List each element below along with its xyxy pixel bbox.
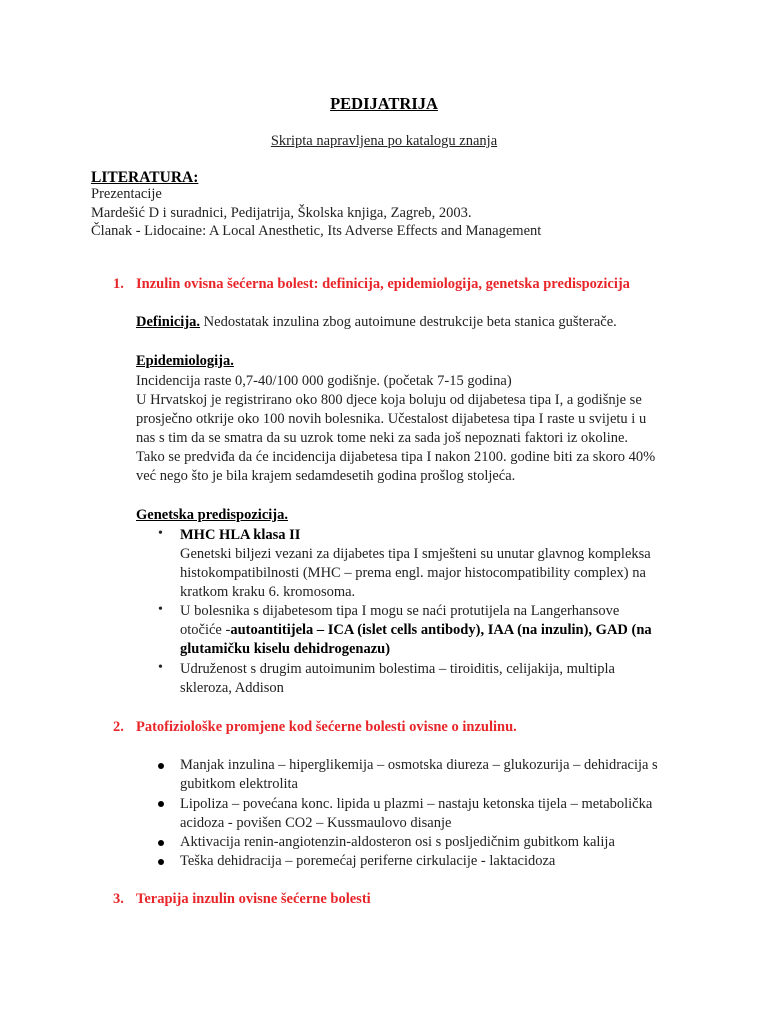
literature-item: Mardešić D i suradnici, Pedijatrija, Školska knjiga, Zagreb, 2003. xyxy=(91,205,472,221)
bullet-line: Lipoliza – povećana konc. lipida u plazmi – nastaju ketonska tijela – metabolička xyxy=(180,796,653,812)
bullet-line-bold: glutamičku kiselu dehidrogenazu) xyxy=(180,641,391,657)
genetics-label: Genetska predispozicija. xyxy=(136,507,288,523)
bullet-icon xyxy=(158,801,164,807)
bullet-line: Udruženost s drugim autoimunim bolestima – tiroiditis, celijakija, multipla xyxy=(180,661,615,677)
bullet-line: histokompatibilnosti (MHC – prema engl. major histocompatibility complex) na xyxy=(180,565,646,581)
epidemiology-line: već nego što je bila krajem sedamdesetih godina prošlog stoljeća. xyxy=(136,468,516,484)
bullet-line: acidoza - povišen CO2 – Kussmaulovo disanje xyxy=(180,815,452,831)
epidemiology-line: Incidencija raste 0,7-40/100 000 godišnje. (početak 7-15 godina) xyxy=(136,373,512,389)
bullet-icon xyxy=(158,840,164,846)
epidemiology-line: U Hrvatskoj je registrirano oko 800 djece koja boluju od dijabetesa tipa I, a godišnje se xyxy=(136,392,642,408)
epidemiology-line: Tako se predviđa da će incidencija dijabetesa tipa I nakon 2100. godine biti za skoro 40% xyxy=(136,449,656,465)
section-number: 3. xyxy=(113,891,124,907)
epidemiology-line: nas s tim da se smatra da su uzrok tome neki za sada još nepoznati faktori iz okoline. xyxy=(136,430,629,446)
definition-label: Definicija. xyxy=(136,314,201,330)
bullet-icon: • xyxy=(158,526,163,541)
bullet-line: Genetski biljezi vezani za dijabetes tipa I smješteni su unutar glavnog kompleksa xyxy=(180,546,651,562)
bullet-line-bold: autoantitijela – ICA (islet cells antibody), IAA (na inzulin), GAD (na xyxy=(230,622,652,638)
epidemiology-line: prosječno otkrije oko 100 novih bolesnika. Učestalost dijabetesa tipa I raste u svijetu i u xyxy=(136,411,647,427)
literature-item: Članak - Lidocaine: A Local Anesthetic, Its Adverse Effects and Management xyxy=(91,223,542,239)
section-title: Terapija inzulin ovisne šećerne bolesti xyxy=(136,891,371,907)
bullet-line: Manjak inzulina – hiperglikemija – osmotska diureza – glukozurija – dehidracija s xyxy=(180,757,658,773)
bullet-icon xyxy=(158,763,164,769)
section-title: Inzulin ovisna šećerna bolest: definicija, epidemiologija, genetska predispozicija xyxy=(136,276,630,292)
page-title: PEDIJATRIJA xyxy=(330,94,438,113)
bullet-title: MHC HLA klasa II xyxy=(180,527,301,543)
bullet-icon: • xyxy=(158,660,163,675)
page-subtitle: Skripta napravljena po katalogu znanja xyxy=(270,133,498,149)
bullet-line: Aktivacija renin-angiotenzin-aldosteron osi s posljedičnim gubitkom kalija xyxy=(180,834,615,850)
bullet-line: gubitkom elektrolita xyxy=(180,776,298,792)
bullet-icon xyxy=(158,859,164,865)
section-title: Patofiziološke promjene kod šećerne bolesti ovisne o inzulinu. xyxy=(136,719,517,735)
definition-text: Nedostatak inzulina zbog autoimune destrukcije beta stanica gušterače. xyxy=(200,314,617,330)
literature-item: Prezentacije xyxy=(91,186,162,202)
section-number: 1. xyxy=(113,276,124,292)
literature-heading: LITERATURA: xyxy=(91,169,199,186)
bullet-line: Teška dehidracija – poremećaj periferne cirkulacije - laktacidoza xyxy=(180,853,556,869)
bullet-line: U bolesnika s dijabetesom tipa I mogu se naći protutijela na Langerhansove xyxy=(180,603,620,619)
bullet-line-prefix: otočiće - xyxy=(180,622,231,638)
epidemiology-label: Epidemiologija. xyxy=(136,353,234,369)
section-number: 2. xyxy=(113,719,124,735)
bullet-line: kratkom kraku 6. kromosoma. xyxy=(180,584,356,600)
definition-paragraph xyxy=(136,313,617,332)
bullet-icon: • xyxy=(158,602,163,617)
bullet-line xyxy=(180,621,652,640)
bullet-line: skleroza, Addison xyxy=(180,680,284,696)
